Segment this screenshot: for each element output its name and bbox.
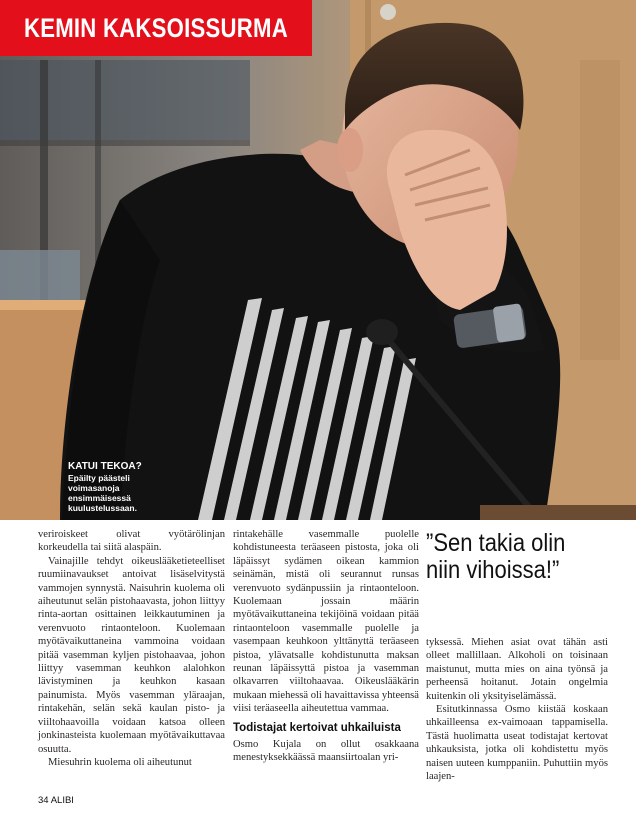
paragraph: Vainajille tehdyt oikeuslääketieteelliset ruumiinavaukset antoivat lisäselvitystä vammojen synnystä. Naisuhrin kuolema oli aiheutunut selän pistohaavasta, johon liittyy rinta-aortan osittainen leikkautuminen ja verenvuoto rintaonteloon. Kuolemaan myötävaikuttaneina vammoina voidaan pitää vasemman kyljen pistohaavaa, johon liittyy vasemman keuhkon alalohkon lävistyminen ja keuhkon kasaan painumista. Myös vasemman yläraajan, rintakehän, selän sekä kaulan pisto- ja viiltohaavoilla voidaan katsoa olleen jonkinasteista kuolemaan myötävaikuttavaa osuutta.	[38, 555, 225, 755]
page-folio	[38, 795, 74, 806]
paragraph: veriroiskeet olivat vyötärölinjan korkeudella tai siitä alaspäin.	[38, 529, 225, 554]
paragraph: Miesuhrin kuolema oli aiheutunut	[48, 756, 192, 768]
pull-quote: ”Sen takia olin niin vihoissa!”	[426, 529, 566, 584]
subheading: Todistajat kertoivat uhkailuista	[233, 721, 401, 734]
kicker-text: KEMIN KAKSOISSURMA	[24, 12, 288, 43]
paragraph: Esitutkinnassa Osmo kiistää koskaan uhkailleensa ex-vaimoaan tappamisella. Tästä huolimatta useat todistajat kertovat uhkauksista, jotka oli kohdistettu myös naisen uuteen kumppaniin. Puhuttiin myös laajen-	[426, 704, 608, 783]
paragraph: rintakehälle vasemmalle puolelle kohdistuneesta teräaseen pistosta, joka oli läpäissyt sydämen oikean kammion seinämän, mistä oli seurannut runsas verenvuoto sydänpussiin ja rintaonteloon. Kuolemaan jossain määrin myötävaikuttaneina tekijöinä voidaan pitää rintaonteloon vasemmalle puolelle ja vasempaan keuhkoon ylttänyttä teräaseen pistoa, ylävatsalle kohdistunutta maksan reunan läpäissyttä pistoa ja vasemman olkavarren viiltohaavaa. Oikeuslääkärin mukaan miehessä oli havaittavissa yhteensä viisi teräaseella aiheutettua vammaa.	[233, 529, 419, 715]
paragraph: Osmo Kujala on ollut osakkaana menestyksekkäässä maansiirtoalan yri-	[233, 738, 419, 764]
caption-text: Epäilty päästeli voimasanoja ensimmäisessä kuulustelussaan.	[68, 473, 137, 513]
page-number: 34	[38, 795, 49, 806]
article-column-1	[38, 528, 225, 769]
article-column-2	[233, 528, 419, 765]
section-kicker	[0, 0, 312, 56]
magazine-name: ALIBI	[50, 795, 74, 806]
caption-title: KATUI TEKOA?	[68, 461, 142, 472]
paragraph: tyksessä. Miehen asiat ovat tähän asti olleet mallillaan. Alkoholi on toisinaan maistunut, mutta mies on aina työnsä ja perheensä hoitanut. Jotain ongelmia kuitenkin oli yksityiselämässä.	[426, 637, 608, 702]
photo-caption	[68, 461, 178, 513]
article-column-3	[426, 636, 608, 783]
